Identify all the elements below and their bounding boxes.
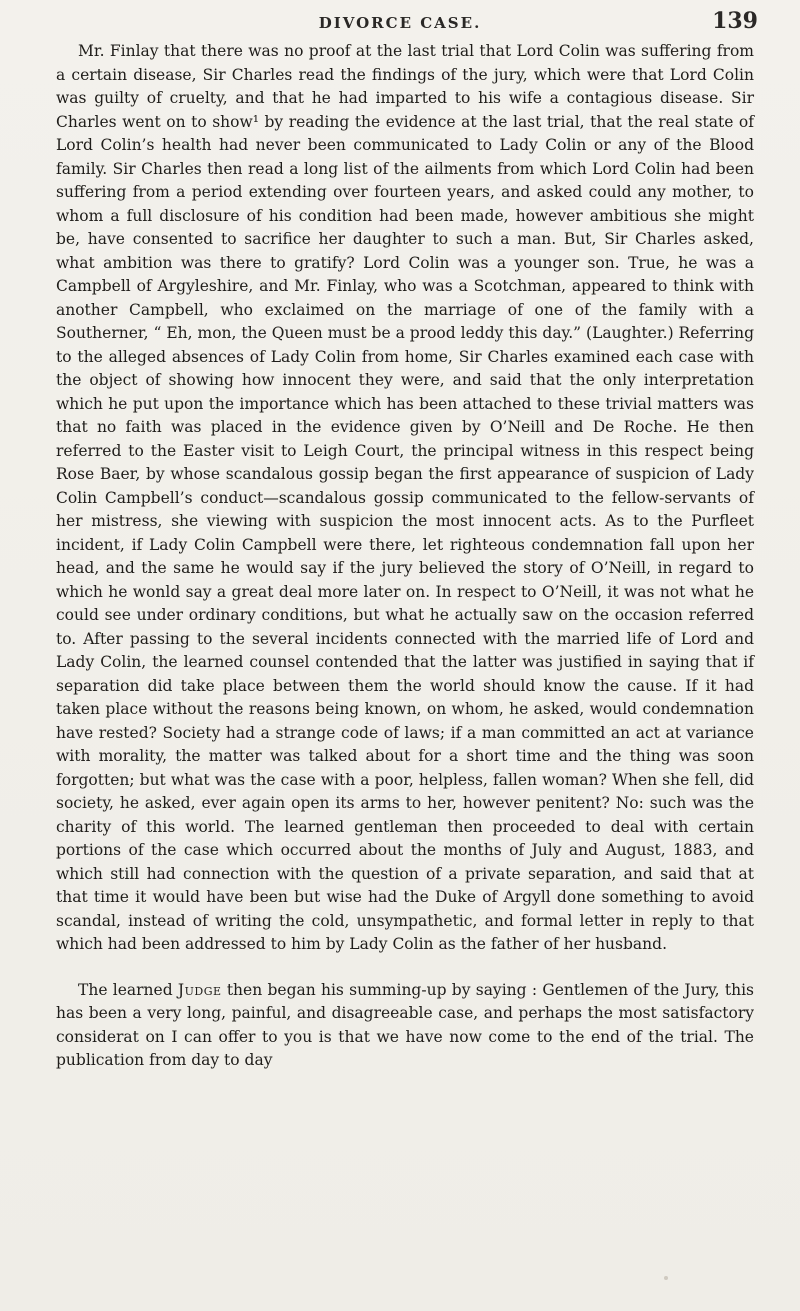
closing-text: then began his summing-up by saying : Gentlemen of the Jury, this has been a very long, painful, and disagreeable case, and perhaps the most satisfactory considerat on I can offer to you is that we have now come to the end of the trial. The publication from day to day (56, 980, 754, 1069)
running-head (0, 8, 800, 40)
paper-speck (664, 1276, 668, 1280)
paragraph-summing-up (56, 979, 754, 1073)
page-number: 139 (712, 8, 758, 34)
running-title: DIVORCE CASE. (318, 14, 482, 32)
speaker-name: Judge (177, 980, 222, 999)
body-text (56, 40, 754, 1073)
paragraph-summation: Mr. Finlay that there was no proof at the last trial that Lord Colin was suffering from a certain disease, Sir Charles read the findings of the jury, which were that Lord Colin was guilty of cruelty, and that he had imparted to his wife a contagious disease. Sir Charles went on to show¹ by reading the evidence at the last trial, that the real state of Lord Colin’s health had never been communicated to Lady Colin or any of the Blood family. Sir Charles then read a long list of the ailments from which Lord Colin had been suffering from a period extending over fourteen years, and asked could any mother, to whom a full disclosure of his condition had been made, however ambitious she might be, have consented to sacrifice her daughter to such a man. But, Sir Charles asked, what ambition was there to gratify? Lord Colin was a younger son. True, he was a Campbell of Argyleshire, and Mr. Finlay, who was a Scotchman, appeared to think with another Campbell, who exclaimed on the marriage of one of the family with a Southerner, “ Eh, mon, the Queen must be a prood leddy this day.” (Laughter.) Referring to the alleged absences of Lady Colin from home, Sir Charles examined each case with the object of showing how innocent they were, and said that the only interpretation which he put upon the importance which has been attached to these trivial matters was that no faith was placed in the evidence given by O’Neill and De Roche. He then referred to the Easter visit to Leigh Court, the principal witness in this respect being Rose Baer, by whose scandalous gossip began the first appearance of suspicion of Lady Colin Campbell’s conduct—scandalous gossip communicated to the fellow-servants of her mistress, she viewing with suspicion the most innocent acts. As to the Purfleet incident, if Lady Colin Campbell were there, let righteous condemnation fall upon her head, and the same he would say if the jury believed the story of O’Neill, in regard to which he wonld say a great deal more later on. In respect to O’Neill, it was not what he could see under ordinary conditions, but what he actually saw on the occasion referred to. After passing to the several incidents connected with the married life of Lord and Lady Colin, the learned counsel contended that the latter was justified in saying that if separation did take place between them the world should know the cause. If it had taken place without the reasons being known, on whom, he asked, would condemnation have rested? Society had a strange code of laws; if a man committed an act at variance with morality, the matter was talked about for a short time and the thing was soon forgotten; but what was the case with a poor, helpless, fallen woman? When she fell, did society, he asked, ever again open its arms to her, however penitent? No: such was the charity of this world. The learned gentleman then proceeded to deal with certain portions of the case which occurred about the months of July and August, 1883, and which still had connection with the question of a private separation, and said that at that time it would have been but wise had the Duke of Argyll done something to avoid scandal, instead of writing the cold, unsympathetic, and formal letter in reply to that which had been addressed to him by Lady Colin as the father of her husband. (56, 42, 754, 953)
closing-lead: The learned (78, 980, 178, 999)
